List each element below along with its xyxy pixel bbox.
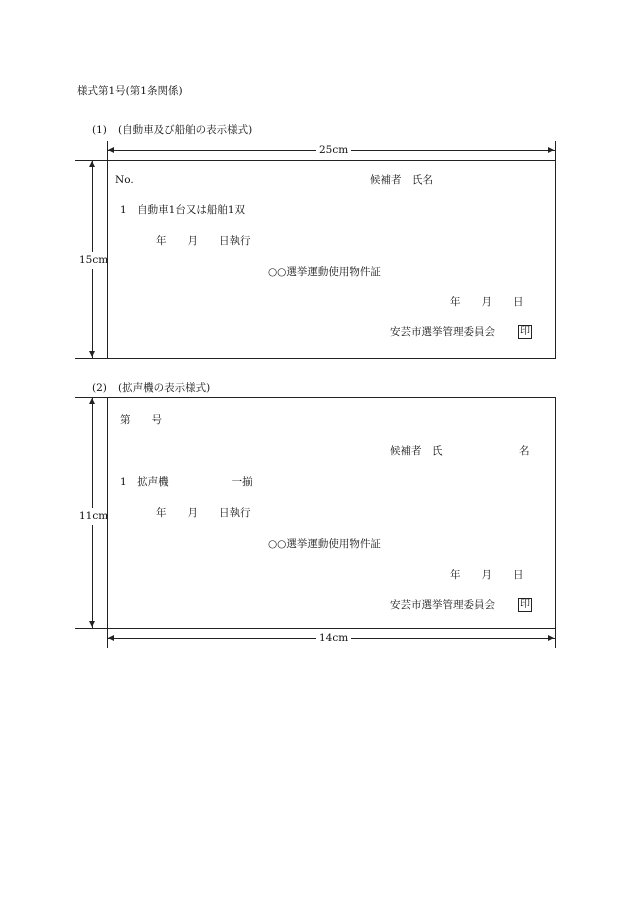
- issue-date: 年 月 日: [450, 296, 524, 308]
- candidate-name-label: 候補者 氏名: [370, 174, 433, 186]
- page-title: 様式第1号(第1条関係): [77, 85, 183, 97]
- height-label-2: 11cm: [79, 508, 108, 525]
- candidate-name-label-2: 候補者 氏: [390, 445, 443, 457]
- candidate-name-suffix: 名: [519, 445, 530, 457]
- item-line-2: 1 拡声機 一揃: [120, 476, 253, 488]
- committee-name-2: 安芸市選挙管理委員会: [390, 599, 495, 611]
- execution-date-2: 年 月 日執行: [156, 507, 251, 519]
- committee-name: 安芸市選挙管理委員会: [390, 326, 495, 338]
- section1-heading: (自動車及び船舶の表示様式): [118, 124, 253, 136]
- number-label: No.: [115, 174, 134, 186]
- seal-mark-2: 印: [520, 599, 530, 610]
- section2-heading: (拡声機の表示様式): [118, 382, 211, 394]
- item-line: 1 自動車1台又は船舶1双: [120, 204, 246, 216]
- execution-date: 年 月 日執行: [156, 235, 251, 247]
- issue-date-2: 年 月 日: [450, 569, 524, 581]
- section1-number: (1): [92, 124, 107, 136]
- width-label: 25cm: [316, 145, 351, 156]
- certificate-title-2: ○○選挙運動使用物件証: [268, 538, 381, 550]
- seal-mark: 印: [520, 326, 530, 337]
- certificate-title: ○○選挙運動使用物件証: [268, 266, 381, 278]
- number-label-2: 第 号: [120, 414, 162, 426]
- height-label: 15cm: [79, 252, 108, 269]
- section2-number: (2): [92, 382, 107, 394]
- width-label-2: 14cm: [316, 633, 351, 644]
